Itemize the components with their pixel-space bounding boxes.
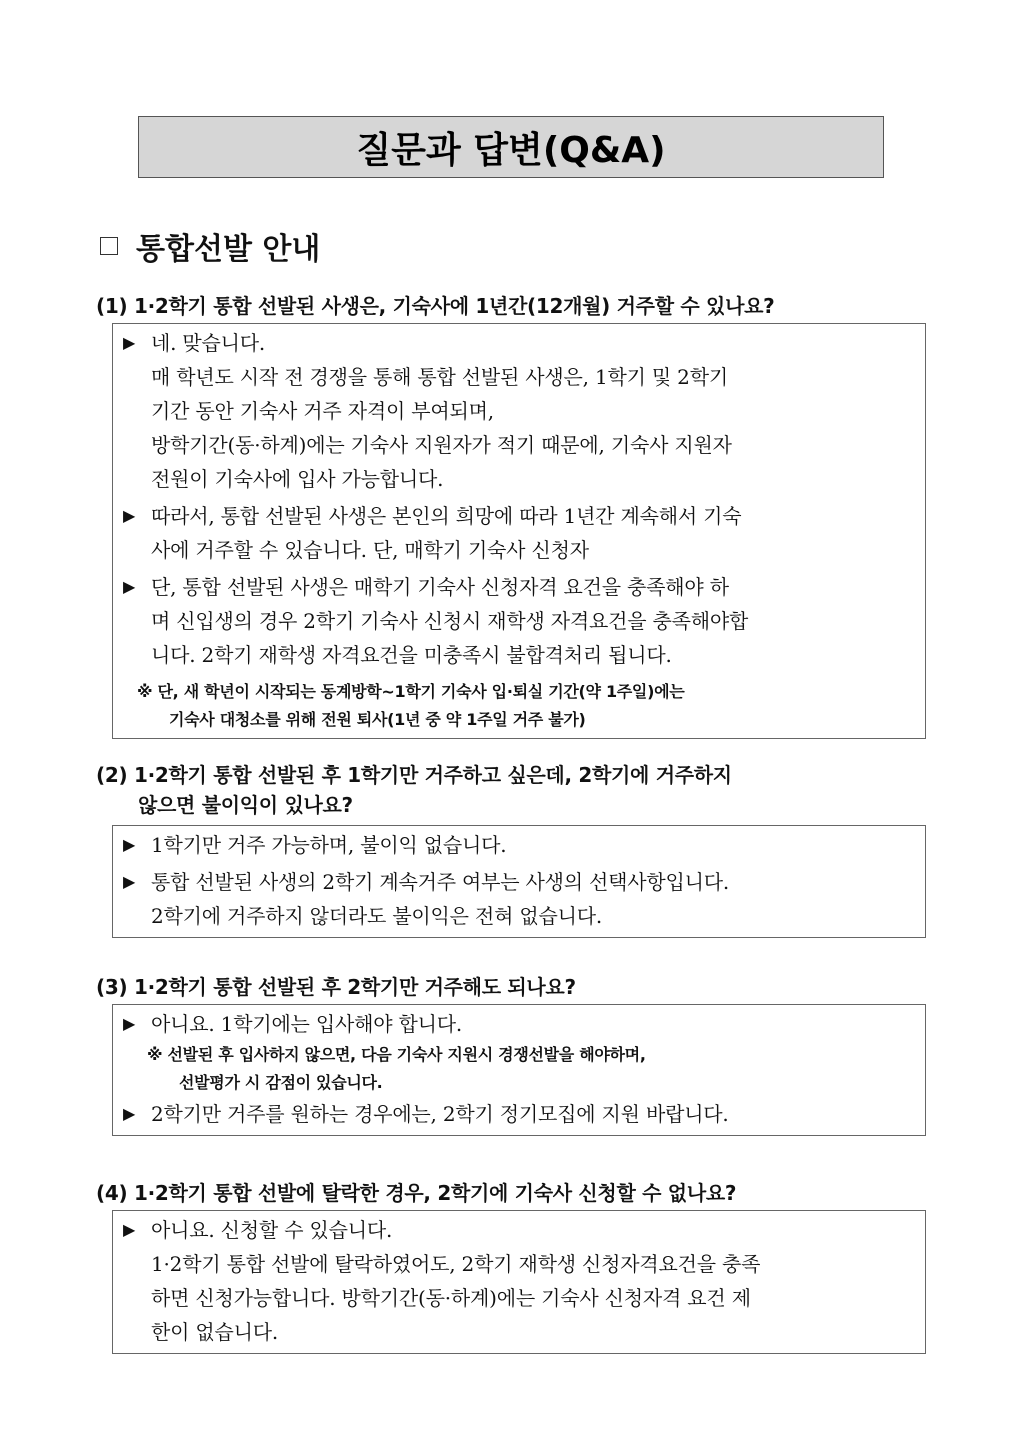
answer-line: 1학기만 거주 가능하며, 불이익 없습니다. [151, 833, 507, 857]
note-line: ※ 선발된 후 입사하지 않으면, 다음 기숙사 지원시 경쟁선발을 해야하며, [147, 1045, 646, 1064]
bullet-arrow-icon: ▶ [123, 872, 136, 891]
question-4 [96, 1178, 928, 1208]
answer-line: 아니요. 신청할 수 있습니다. [151, 1218, 393, 1242]
answer-line: 2학기만 거주를 원하는 경우에는, 2학기 정기모집에 지원 바랍니다. [151, 1102, 729, 1126]
answer-line: 따라서, 통합 선발된 사생은 본인의 희망에 따라 1년간 계속해서 기숙 [151, 504, 742, 528]
question-2-text: (2) 1·2학기 통합 선발된 후 1학기만 거주하고 싶은데, 2학기에 거주하지 [96, 763, 732, 787]
answer-box-2 [112, 825, 926, 938]
answer-item [123, 1213, 917, 1349]
bullet-arrow-icon: ▶ [123, 1014, 136, 1033]
answer-line: 한이 없습니다. [151, 1320, 279, 1344]
answer-line: 통합 선발된 사생의 2학기 계속거주 여부는 사생의 선택사항입니다. [151, 870, 730, 894]
answer-line: 며 신입생의 경우 2학기 기숙사 신청시 재학생 자격요건을 충족해야합 [151, 609, 749, 633]
answer-box-1 [112, 323, 926, 739]
section-heading [100, 224, 320, 268]
answer-line: 매 학년도 시작 전 경쟁을 통해 통합 선발된 사생은, 1학기 및 2학기 [151, 365, 728, 389]
bullet-arrow-icon: ▶ [123, 333, 136, 352]
note-line: 기숙사 대청소를 위해 전원 퇴사(1년 중 약 1주일 거주 불가) [169, 710, 586, 729]
answer-item [123, 570, 917, 672]
answer-item [123, 1007, 917, 1041]
answer-line: 방학기간(동·하계)에는 기숙사 지원자가 적기 때문에, 기숙사 지원자 [151, 433, 732, 457]
bullet-arrow-icon: ▶ [123, 835, 136, 854]
question-2-text-cont: 않으면 불이익이 있나요? [138, 793, 353, 817]
page-title: 질문과 답변(Q&A) [138, 116, 884, 178]
question-3 [96, 972, 928, 1002]
bullet-arrow-icon: ▶ [123, 506, 136, 525]
section-heading-text: 통합선발 안내 [136, 232, 321, 267]
answer-item [123, 1097, 917, 1131]
answer-item [123, 828, 917, 862]
answer-item [123, 326, 917, 496]
answer-item [123, 865, 917, 933]
answer-line: 사에 거주할 수 있습니다. 단, 매학기 기숙사 신청자 [151, 538, 589, 562]
bullet-arrow-icon: ▶ [123, 577, 136, 596]
question-4-text: (4) 1·2학기 통합 선발에 탈락한 경우, 2학기에 기숙사 신청할 수 없나요? [96, 1181, 737, 1205]
question-1-text: (1) 1·2학기 통합 선발된 사생은, 기숙사에 1년간(12개월) 거주할 수 있나요? [96, 294, 775, 318]
answer-line: 하면 신청가능합니다. 방학기간(동·하계)에는 기숙사 신청자격 요건 제 [151, 1286, 751, 1310]
bullet-arrow-icon: ▶ [123, 1104, 136, 1123]
checkbox-square-icon [100, 237, 118, 255]
answer-line: 아니요. 1학기에는 입사해야 합니다. [151, 1012, 462, 1036]
note [123, 1041, 917, 1097]
answer-box-4 [112, 1210, 926, 1354]
question-3-text: (3) 1·2학기 통합 선발된 후 2학기만 거주해도 되나요? [96, 975, 576, 999]
question-2 [96, 760, 928, 820]
answer-line: 니다. 2학기 재학생 자격요건을 미충족시 불합격처리 됩니다. [151, 643, 672, 667]
note-line: ※ 단, 새 학년이 시작되는 동계방학~1학기 기숙사 입·퇴실 기간(약 1주일)에는 [137, 682, 685, 701]
answer-box-3 [112, 1004, 926, 1136]
answer-line: 기간 동안 기숙사 거주 자격이 부여되며, [151, 399, 494, 423]
answer-line: 단, 통합 선발된 사생은 매학기 기숙사 신청자격 요건을 충족해야 하 [151, 575, 729, 599]
answer-line: 네. 맞습니다. [151, 331, 266, 355]
answer-item [123, 499, 917, 567]
answer-line: 전원이 기숙사에 입사 가능합니다. [151, 467, 444, 491]
note-line: 선발평가 시 감점이 있습니다. [179, 1073, 383, 1092]
note [123, 678, 917, 734]
question-1 [96, 291, 928, 321]
bullet-arrow-icon: ▶ [123, 1220, 136, 1239]
answer-line: 1·2학기 통합 선발에 탈락하였어도, 2학기 재학생 신청자격요건을 충족 [151, 1252, 761, 1276]
answer-line: 2학기에 거주하지 않더라도 불이익은 전혀 없습니다. [151, 904, 602, 928]
